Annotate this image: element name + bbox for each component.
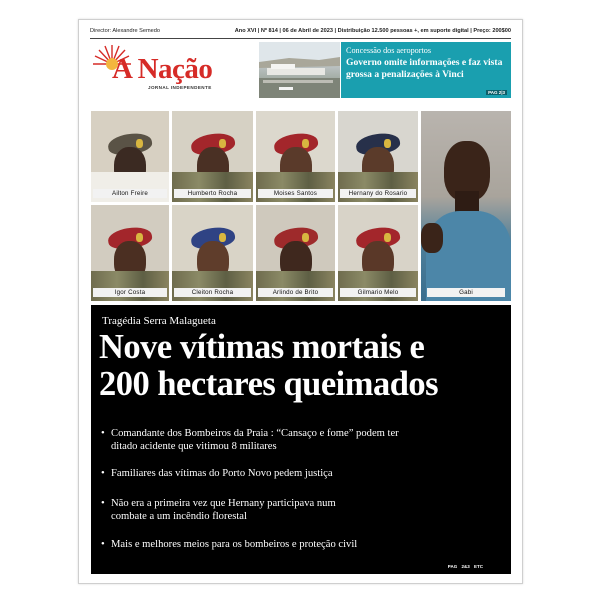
masthead[interactable] bbox=[90, 42, 256, 100]
victim-name: Humberto Rocha bbox=[174, 189, 251, 198]
victim-name: Hernany do Rosario bbox=[340, 189, 416, 198]
bullet-text-line: Comandante dos Bombeiros da Praia : “Cansaço e fome” podem ter bbox=[111, 428, 399, 439]
beret-badge bbox=[302, 139, 309, 148]
story-kicker: Tragédia Serra Malagueta bbox=[102, 315, 216, 327]
story-headline bbox=[99, 329, 509, 403]
victim-photo bbox=[256, 205, 335, 301]
teaser-box[interactable] bbox=[341, 42, 511, 98]
page-extra: ETC bbox=[474, 564, 483, 569]
victim-photo bbox=[91, 205, 169, 301]
beret-badge bbox=[136, 233, 143, 242]
bullet-text-line: Mais e melhores meios para os bombeiros e proteção civil bbox=[111, 539, 358, 550]
bullet-icon: • bbox=[101, 428, 105, 439]
victim-photo bbox=[338, 111, 418, 202]
victim-name: Igor Costa bbox=[93, 288, 167, 297]
header-rule bbox=[90, 38, 511, 39]
newspaper-logo: A Nação bbox=[112, 53, 213, 85]
victim-name: Cleiton Rocha bbox=[174, 288, 251, 297]
victim-name: Arlindo de Brito bbox=[258, 288, 333, 297]
story-bullet[interactable] bbox=[101, 427, 501, 453]
victim-photo bbox=[172, 205, 253, 301]
victim-photo bbox=[91, 111, 169, 202]
victim-name: Gilmario Melo bbox=[340, 288, 416, 297]
bullet-text-line: Familiares das vítimas do Porto Novo pedem justiça bbox=[111, 468, 333, 479]
newspaper-front-page bbox=[78, 19, 523, 584]
story-bullet[interactable] bbox=[101, 538, 501, 551]
director-credit: Director: Alexandre Semedo bbox=[90, 28, 160, 34]
bullet-text-line: combate a um incêndio florestal bbox=[111, 511, 247, 522]
teaser-page-ref: PAG 2|3 bbox=[488, 90, 505, 95]
beret-badge bbox=[219, 233, 226, 242]
airport-image-icon bbox=[259, 42, 340, 98]
bullet-icon: • bbox=[101, 468, 105, 479]
beret-badge bbox=[302, 233, 309, 242]
victims-photo-grid bbox=[91, 111, 511, 301]
page-label: PAG bbox=[447, 564, 458, 569]
page-reference bbox=[445, 564, 483, 569]
beret-badge bbox=[219, 139, 226, 148]
story-bullet[interactable] bbox=[101, 497, 501, 523]
issue-info-line bbox=[90, 28, 511, 38]
victim-photo-large bbox=[421, 111, 511, 301]
airport-photo[interactable] bbox=[259, 42, 340, 98]
bullet-text-line: ditado acidente que vitimou 8 militares bbox=[111, 441, 277, 452]
story-bullet[interactable] bbox=[101, 467, 501, 480]
victim-name: Moises Santos bbox=[258, 189, 333, 198]
beret-badge bbox=[136, 139, 143, 148]
headline-line-1: Nove vítimas mortais e bbox=[99, 328, 425, 366]
headline-line-2: 200 hectares queimados bbox=[99, 365, 439, 403]
main-story[interactable] bbox=[91, 305, 511, 574]
victim-photo bbox=[338, 205, 418, 301]
victim-photo bbox=[172, 111, 253, 202]
bullet-text-line: Não era a primeira vez que Hernany participava num bbox=[111, 498, 336, 509]
victim-name: Gabi bbox=[427, 288, 505, 297]
hand bbox=[421, 223, 443, 253]
beret-badge bbox=[384, 233, 391, 242]
teaser-headline: Governo omite informações e faz vista grossa a penalizações à Vinci bbox=[346, 57, 503, 80]
teaser-kicker: Concessão dos aeroportos bbox=[346, 46, 432, 55]
bullet-icon: • bbox=[101, 498, 105, 509]
portrait-neck bbox=[455, 191, 479, 213]
bullet-icon: • bbox=[101, 539, 105, 550]
victim-name: Ailton Freire bbox=[93, 189, 167, 198]
issue-details: Ano XVI | Nº 814 | 06 de Abril de 2023 | Distribuição 12.500 pessoas +, em suporte digital | Preço: 200$00 bbox=[234, 28, 511, 34]
beret-badge bbox=[384, 139, 391, 148]
logo-tagline: JORNAL INDEPENDENTE bbox=[148, 85, 212, 90]
victim-photo bbox=[256, 111, 335, 202]
page-numbers: 2&3 bbox=[461, 564, 470, 569]
